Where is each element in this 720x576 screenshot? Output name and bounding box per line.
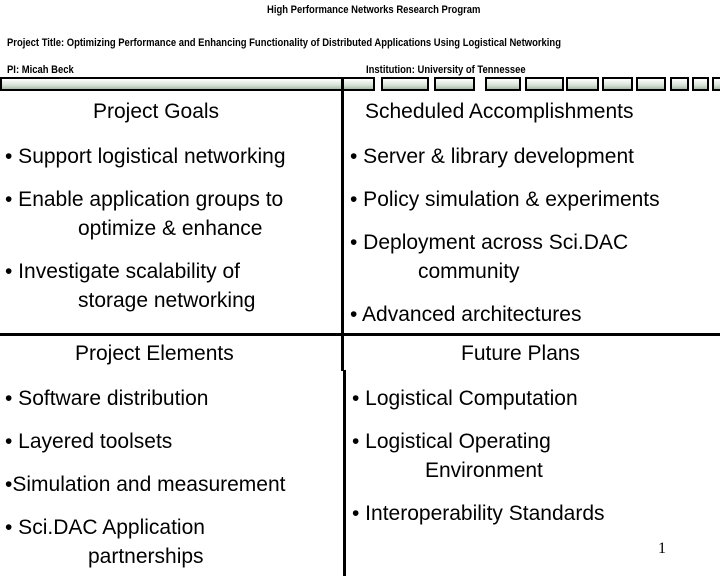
accomplishments-item: • Advanced architectures bbox=[350, 303, 582, 326]
goals-heading: Project Goals bbox=[93, 100, 220, 123]
elements-item: • Layered toolsets bbox=[5, 430, 173, 453]
horizontal-divider bbox=[0, 333, 720, 336]
accomplishments-heading: Scheduled Accomplishments bbox=[365, 100, 634, 123]
elements-item: •Simulation and measurement bbox=[5, 473, 286, 496]
goals-item: • Enable application groups to bbox=[5, 188, 284, 211]
future-item: • Logistical Computation bbox=[352, 387, 578, 410]
goals-item: storage networking bbox=[78, 289, 256, 312]
future-heading: Future Plans bbox=[461, 342, 581, 365]
elements-item: partnerships bbox=[88, 545, 204, 568]
goals-item: • Support logistical networking bbox=[5, 145, 286, 168]
elements-heading: Project Elements bbox=[75, 342, 234, 365]
pi-label: PI: Micah Beck bbox=[7, 64, 74, 76]
institution-label: Institution: University of Tennessee bbox=[366, 64, 526, 76]
page-number: 1 bbox=[658, 540, 666, 557]
accomplishments-item: • Server & library development bbox=[350, 145, 634, 168]
elements-item: • Software distribution bbox=[5, 387, 209, 410]
vertical-divider-bottom bbox=[343, 370, 346, 576]
future-item: • Logistical Operating bbox=[352, 430, 551, 453]
accomplishments-item: • Policy simulation & experiments bbox=[350, 188, 660, 211]
future-item: Environment bbox=[425, 459, 543, 482]
accomplishments-item: • Deployment across Sci.DAC bbox=[350, 231, 629, 254]
goals-item: optimize & enhance bbox=[78, 217, 263, 240]
project-title: Project Title: Optimizing Performance and Enhancing Functionality of Distributed Applications Using Logistical Networking bbox=[7, 37, 561, 49]
accomplishments-item: community bbox=[418, 260, 520, 283]
elements-item: • Sci.DAC Application bbox=[5, 516, 205, 539]
goals-item: • Investigate scalability of bbox=[5, 260, 240, 283]
program-title: High Performance Networks Research Program bbox=[267, 4, 481, 16]
vertical-divider-top bbox=[341, 91, 344, 371]
future-item: • Interoperability Standards bbox=[352, 502, 605, 525]
